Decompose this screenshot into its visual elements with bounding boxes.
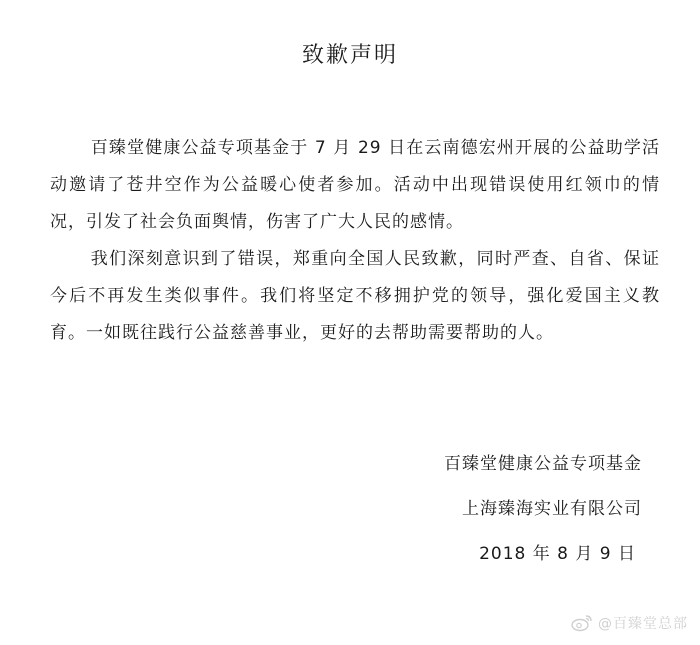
- weibo-watermark: [571, 613, 688, 633]
- signature-date: 2018 年 8 月 9 日: [479, 544, 636, 564]
- signature-block: [444, 452, 642, 587]
- weibo-icon: [571, 614, 593, 632]
- paragraph-1: 百臻堂健康公益专项基金于 7 月 29 日在云南德宏州开展的公益助学活动邀请了苍井空作为公益暖心使者参加。活动中出现错误使用红领巾的情况，引发了社会负面舆情，伤害了广大人民的感情。: [50, 138, 660, 232]
- document-body: [50, 130, 660, 352]
- signature-org-2: 上海臻海实业有限公司: [462, 499, 642, 519]
- paragraph-2: 我们深刻意识到了错误，郑重向全国人民致歉，同时严查、自省、保证今后不再发生类似事件。我们将坚定不移拥护党的领导，强化爱国主义教育。一如既往践行公益慈善事业，更好的去帮助需要帮助的人。: [50, 249, 660, 343]
- document-title: 致歉声明: [301, 43, 398, 68]
- signature-org-1: 百臻堂健康公益专项基金: [444, 454, 642, 474]
- watermark-text: @百臻堂总部: [598, 616, 688, 632]
